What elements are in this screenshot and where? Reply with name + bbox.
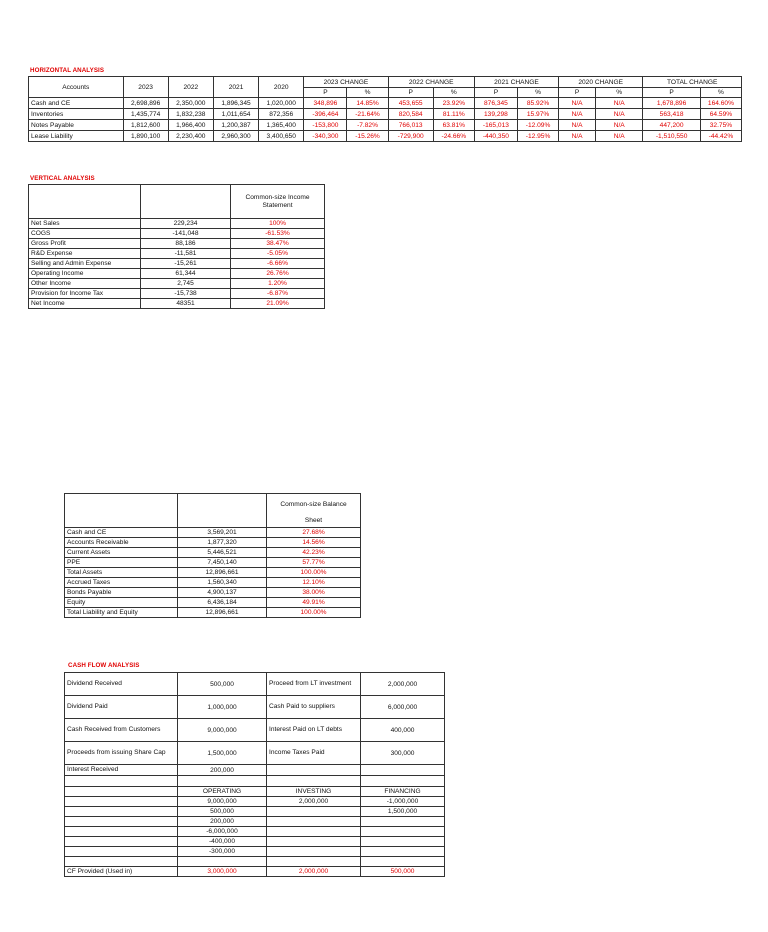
empty-cell bbox=[178, 857, 267, 867]
balance-sheet-table bbox=[64, 493, 361, 618]
investing-value: 2,000,000 bbox=[267, 797, 361, 807]
investing-value bbox=[267, 807, 361, 817]
investing-value bbox=[267, 827, 361, 837]
total-label: CF Provided (Used in) bbox=[65, 867, 178, 877]
change-amount: -729,900 bbox=[388, 131, 433, 142]
change-group-header: TOTAL CHANGE bbox=[643, 77, 742, 88]
operating-value: 500,000 bbox=[178, 807, 267, 817]
table-row bbox=[29, 289, 325, 299]
common-size-percent: 49.91% bbox=[267, 598, 361, 608]
empty-header bbox=[65, 494, 178, 528]
operating-value: -6,000,000 bbox=[178, 827, 267, 837]
change-percent: N/A bbox=[596, 98, 643, 109]
financing-value bbox=[361, 847, 445, 857]
line-item-value: -141,048 bbox=[141, 229, 231, 239]
change-amount: N/A bbox=[559, 98, 596, 109]
change-amount: N/A bbox=[559, 131, 596, 142]
blank-row bbox=[65, 857, 445, 867]
total-financing: 500,000 bbox=[361, 867, 445, 877]
line-item-value: 6,436,184 bbox=[178, 598, 267, 608]
empty-cell bbox=[65, 827, 178, 837]
change-amount: N/A bbox=[559, 120, 596, 131]
table-row bbox=[29, 279, 325, 289]
line-item-name: Net Income bbox=[29, 299, 141, 309]
year-value: 1,832,238 bbox=[168, 109, 213, 120]
activity-row bbox=[65, 837, 445, 847]
empty-cell bbox=[267, 857, 361, 867]
change-percent: -24.66% bbox=[433, 131, 474, 142]
common-size-percent: 1.20% bbox=[231, 279, 325, 289]
cash-item-row bbox=[65, 696, 445, 719]
sub-header-pct: % bbox=[433, 88, 474, 98]
cash-item-name: Cash Received from Customers bbox=[65, 719, 178, 742]
common-size-percent: -5.05% bbox=[231, 249, 325, 259]
cash-item-value: 500,000 bbox=[178, 673, 267, 696]
line-item-name: Accounts Receivable bbox=[65, 538, 178, 548]
table-row bbox=[65, 608, 361, 618]
account-name: Cash and CE bbox=[29, 98, 124, 109]
year-header: 2021 bbox=[213, 77, 258, 98]
common-size-percent: 100.00% bbox=[267, 568, 361, 578]
change-group-header: 2020 CHANGE bbox=[559, 77, 643, 88]
investing-header: INVESTING bbox=[267, 787, 361, 797]
cash-item-name: Cash Paid to suppliers bbox=[267, 696, 361, 719]
year-value: 1,890,100 bbox=[123, 131, 168, 142]
year-value: 1,200,387 bbox=[213, 120, 258, 131]
table-row bbox=[29, 131, 742, 142]
change-percent: 14.85% bbox=[347, 98, 388, 109]
financing-header: FINANCING bbox=[361, 787, 445, 797]
line-item-value: 12,896,661 bbox=[178, 568, 267, 578]
line-item-value: 12,896,661 bbox=[178, 608, 267, 618]
change-percent: 32.75% bbox=[700, 120, 741, 131]
change-amount: 348,896 bbox=[304, 98, 347, 109]
line-item-value: 5,446,521 bbox=[178, 548, 267, 558]
cash-item-name: Proceeds from issuing Share Cap bbox=[65, 742, 178, 765]
activity-row bbox=[65, 807, 445, 817]
cash-item-name: Interest Received bbox=[65, 765, 178, 776]
line-item-name: Net Sales bbox=[29, 219, 141, 229]
operating-header: OPERATING bbox=[178, 787, 267, 797]
sub-header-p: P bbox=[643, 88, 701, 98]
change-amount: N/A bbox=[559, 109, 596, 120]
cash-item-row bbox=[65, 673, 445, 696]
operating-value: 200,000 bbox=[178, 817, 267, 827]
year-value: 2,698,896 bbox=[123, 98, 168, 109]
financing-value bbox=[361, 817, 445, 827]
account-name: Lease Liability bbox=[29, 131, 124, 142]
line-item-name: Operating Income bbox=[29, 269, 141, 279]
cash-item-name: Dividend Paid bbox=[65, 696, 178, 719]
change-amount: 876,345 bbox=[474, 98, 517, 109]
line-item-name: Accrued Taxes bbox=[65, 578, 178, 588]
operating-value: -300,000 bbox=[178, 847, 267, 857]
investing-value bbox=[267, 837, 361, 847]
year-value: 2,960,300 bbox=[213, 131, 258, 142]
table-row bbox=[65, 528, 361, 538]
empty-cell bbox=[65, 817, 178, 827]
line-item-name: R&D Expense bbox=[29, 249, 141, 259]
empty-cell bbox=[361, 857, 445, 867]
change-amount: -165,013 bbox=[474, 120, 517, 131]
change-amount: 453,655 bbox=[388, 98, 433, 109]
year-value: 1,812,600 bbox=[123, 120, 168, 131]
line-item-name: Gross Profit bbox=[29, 239, 141, 249]
empty-cell bbox=[361, 776, 445, 787]
common-size-income-header: Common-size Income Statement bbox=[231, 185, 325, 219]
year-value: 2,350,000 bbox=[168, 98, 213, 109]
year-value: 1,966,400 bbox=[168, 120, 213, 131]
table-row bbox=[29, 249, 325, 259]
line-item-value: 61,344 bbox=[141, 269, 231, 279]
activity-row bbox=[65, 827, 445, 837]
sub-header-p: P bbox=[474, 88, 517, 98]
line-item-value: 229,234 bbox=[141, 219, 231, 229]
cash-item-row bbox=[65, 742, 445, 765]
cash-item-name: Income Taxes Paid bbox=[267, 742, 361, 765]
cash-item-name bbox=[267, 765, 361, 776]
header-line: Sheet bbox=[304, 516, 323, 524]
cash-item-name: Dividend Received bbox=[65, 673, 178, 696]
table-row bbox=[29, 109, 742, 120]
sub-header-pct: % bbox=[700, 88, 741, 98]
sub-header-pct: % bbox=[518, 88, 559, 98]
common-size-percent: 100% bbox=[231, 219, 325, 229]
year-value: 1,365,400 bbox=[259, 120, 304, 131]
table-row bbox=[65, 558, 361, 568]
table-row bbox=[65, 578, 361, 588]
accounts-header: Accounts bbox=[29, 77, 124, 98]
change-amount: 1,678,896 bbox=[643, 98, 701, 109]
cash-item-name: Interest Paid on LT debts bbox=[267, 719, 361, 742]
table-row bbox=[29, 219, 325, 229]
line-item-value: 3,569,201 bbox=[178, 528, 267, 538]
financing-value bbox=[361, 827, 445, 837]
horizontal-analysis-title: HORIZONTAL ANALYSIS bbox=[30, 67, 105, 74]
year-value: 3,400,650 bbox=[259, 131, 304, 142]
year-value: 1,011,654 bbox=[213, 109, 258, 120]
change-percent: 81.11% bbox=[433, 109, 474, 120]
empty-cell bbox=[65, 797, 178, 807]
common-size-percent: 100.00% bbox=[267, 608, 361, 618]
total-investing: 2,000,000 bbox=[267, 867, 361, 877]
year-header: 2020 bbox=[259, 77, 304, 98]
common-size-percent: 42.23% bbox=[267, 548, 361, 558]
change-percent: -21.64% bbox=[347, 109, 388, 120]
cash-item-value: 6,000,000 bbox=[361, 696, 445, 719]
vertical-analysis-title: VERTICAL ANALYSIS bbox=[30, 175, 95, 182]
income-statement-table bbox=[28, 184, 325, 309]
table-row bbox=[29, 229, 325, 239]
total-row bbox=[65, 867, 445, 877]
line-item-name: Total Assets bbox=[65, 568, 178, 578]
financing-value bbox=[361, 837, 445, 847]
cash-item-row bbox=[65, 765, 445, 776]
change-percent: -7.82% bbox=[347, 120, 388, 131]
cash-flow-table bbox=[64, 672, 445, 877]
change-percent: 23.92% bbox=[433, 98, 474, 109]
empty-cell bbox=[65, 857, 178, 867]
line-item-value: 1,877,320 bbox=[178, 538, 267, 548]
table-row bbox=[65, 588, 361, 598]
blank-row bbox=[65, 776, 445, 787]
line-item-name: Cash and CE bbox=[65, 528, 178, 538]
empty-cell bbox=[65, 787, 178, 797]
cash-item-value: 1,000,000 bbox=[178, 696, 267, 719]
change-percent: N/A bbox=[596, 109, 643, 120]
common-size-percent: 57.77% bbox=[267, 558, 361, 568]
empty-cell bbox=[65, 776, 178, 787]
line-item-name: Provision for Income Tax bbox=[29, 289, 141, 299]
year-value: 1,020,000 bbox=[259, 98, 304, 109]
common-size-percent: 38.00% bbox=[267, 588, 361, 598]
empty-cell bbox=[65, 807, 178, 817]
line-item-value: -11,581 bbox=[141, 249, 231, 259]
year-value: 1,435,774 bbox=[123, 109, 168, 120]
cash-item-value: 2,000,000 bbox=[361, 673, 445, 696]
change-percent: N/A bbox=[596, 120, 643, 131]
table-row bbox=[65, 598, 361, 608]
line-item-value: 7,450,140 bbox=[178, 558, 267, 568]
empty-cell bbox=[65, 837, 178, 847]
table-row bbox=[65, 548, 361, 558]
table-row bbox=[29, 120, 742, 131]
change-percent: 164.60% bbox=[700, 98, 741, 109]
change-amount: -153,800 bbox=[304, 120, 347, 131]
line-item-value: 1,560,340 bbox=[178, 578, 267, 588]
common-size-percent: 26.76% bbox=[231, 269, 325, 279]
investing-value bbox=[267, 817, 361, 827]
change-percent: -12.09% bbox=[518, 120, 559, 131]
line-item-value: 88,186 bbox=[141, 239, 231, 249]
change-amount: -1,510,550 bbox=[643, 131, 701, 142]
financing-value: -1,000,000 bbox=[361, 797, 445, 807]
horizontal-analysis-table bbox=[28, 76, 742, 142]
line-item-value: 48351 bbox=[141, 299, 231, 309]
line-item-name: COGS bbox=[29, 229, 141, 239]
cash-item-value: 9,000,000 bbox=[178, 719, 267, 742]
year-value: 1,896,345 bbox=[213, 98, 258, 109]
empty-header bbox=[178, 494, 267, 528]
change-amount: -340,300 bbox=[304, 131, 347, 142]
line-item-name: Bonds Payable bbox=[65, 588, 178, 598]
year-header: 2023 bbox=[123, 77, 168, 98]
change-percent: -44.42% bbox=[700, 131, 741, 142]
cash-item-value: 300,000 bbox=[361, 742, 445, 765]
total-operating: 3,000,000 bbox=[178, 867, 267, 877]
cash-item-value: 1,500,000 bbox=[178, 742, 267, 765]
empty-header bbox=[29, 185, 141, 219]
operating-value: 9,000,000 bbox=[178, 797, 267, 807]
cash-item-value: 400,000 bbox=[361, 719, 445, 742]
year-header: 2022 bbox=[168, 77, 213, 98]
change-amount: 766,013 bbox=[388, 120, 433, 131]
table-row bbox=[29, 299, 325, 309]
change-amount: 563,418 bbox=[643, 109, 701, 120]
investing-value bbox=[267, 847, 361, 857]
change-percent: -12.95% bbox=[518, 131, 559, 142]
activity-header-row bbox=[65, 787, 445, 797]
table-row bbox=[29, 259, 325, 269]
year-value: 2,230,400 bbox=[168, 131, 213, 142]
change-group-header: 2022 CHANGE bbox=[388, 77, 474, 88]
sub-header-pct: % bbox=[347, 88, 388, 98]
common-size-percent: 38.47% bbox=[231, 239, 325, 249]
cash-flow-analysis-title: CASH FLOW ANALYSIS bbox=[68, 662, 140, 669]
common-size-percent: 27.68% bbox=[267, 528, 361, 538]
cash-item-row bbox=[65, 719, 445, 742]
line-item-name: Selling and Admin Expense bbox=[29, 259, 141, 269]
line-item-value: 2,745 bbox=[141, 279, 231, 289]
common-size-percent: -6.66% bbox=[231, 259, 325, 269]
change-amount: 820,584 bbox=[388, 109, 433, 120]
common-size-percent: 21.09% bbox=[231, 299, 325, 309]
change-amount: -440,350 bbox=[474, 131, 517, 142]
change-percent: 64.59% bbox=[700, 109, 741, 120]
common-size-percent: 12.10% bbox=[267, 578, 361, 588]
cash-item-name: Proceed from LT investment bbox=[267, 673, 361, 696]
activity-row bbox=[65, 797, 445, 807]
empty-cell bbox=[65, 847, 178, 857]
sub-header-p: P bbox=[388, 88, 433, 98]
cash-item-value: 200,000 bbox=[178, 765, 267, 776]
line-item-name: Equity bbox=[65, 598, 178, 608]
cash-item-value bbox=[361, 765, 445, 776]
activity-row bbox=[65, 847, 445, 857]
change-percent: 15.97% bbox=[518, 109, 559, 120]
table-row bbox=[29, 239, 325, 249]
change-percent: 85.92% bbox=[518, 98, 559, 109]
table-row bbox=[65, 538, 361, 548]
table-row bbox=[29, 98, 742, 109]
common-size-percent: -6.87% bbox=[231, 289, 325, 299]
sub-header-p: P bbox=[559, 88, 596, 98]
account-name: Inventories bbox=[29, 109, 124, 120]
header-line: Common-size Balance bbox=[280, 500, 347, 508]
change-group-header: 2021 CHANGE bbox=[474, 77, 558, 88]
line-item-value: -15,261 bbox=[141, 259, 231, 269]
change-amount: 447,200 bbox=[643, 120, 701, 131]
change-amount: 139,298 bbox=[474, 109, 517, 120]
sub-header-p: P bbox=[304, 88, 347, 98]
line-item-value: 4,900,137 bbox=[178, 588, 267, 598]
change-percent: 63.81% bbox=[433, 120, 474, 131]
year-value: 872,356 bbox=[259, 109, 304, 120]
line-item-name: Other Income bbox=[29, 279, 141, 289]
line-item-value: -15,738 bbox=[141, 289, 231, 299]
line-item-name: Current Assets bbox=[65, 548, 178, 558]
change-amount: -396,464 bbox=[304, 109, 347, 120]
common-size-percent: -61.53% bbox=[231, 229, 325, 239]
change-group-header: 2023 CHANGE bbox=[304, 77, 388, 88]
activity-row bbox=[65, 817, 445, 827]
table-row bbox=[29, 269, 325, 279]
common-size-balance-header bbox=[267, 494, 361, 528]
financing-value: 1,500,000 bbox=[361, 807, 445, 817]
line-item-name: Total Liability and Equity bbox=[65, 608, 178, 618]
operating-value: -400,000 bbox=[178, 837, 267, 847]
table-row bbox=[65, 568, 361, 578]
empty-header bbox=[141, 185, 231, 219]
empty-cell bbox=[178, 776, 267, 787]
change-percent: -15.26% bbox=[347, 131, 388, 142]
change-percent: N/A bbox=[596, 131, 643, 142]
line-item-name: PPE bbox=[65, 558, 178, 568]
common-size-percent: 14.56% bbox=[267, 538, 361, 548]
empty-cell bbox=[267, 776, 361, 787]
sub-header-pct: % bbox=[596, 88, 643, 98]
account-name: Notes Payable bbox=[29, 120, 124, 131]
